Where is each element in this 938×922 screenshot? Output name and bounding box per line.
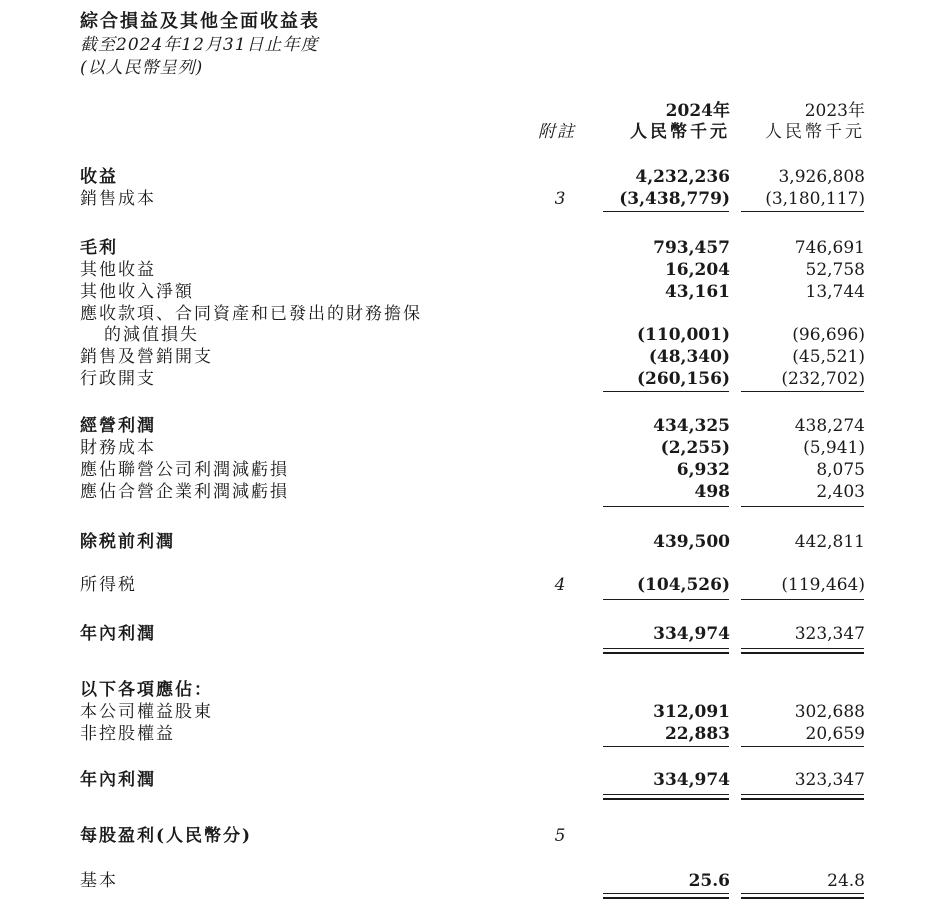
row-value-2023: 323,347 — [794, 770, 865, 790]
row-value-2023: 20,659 — [805, 724, 865, 744]
row-label: 其他收益 — [80, 260, 156, 280]
total-double-rule — [603, 798, 729, 800]
row-value-2023: 323,347 — [794, 624, 865, 644]
total-double-rule — [741, 652, 864, 654]
total-double-rule — [741, 798, 864, 800]
statement-title: 綜合損益及其他全面收益表 — [80, 11, 320, 32]
row-value-2024: 312,091 — [653, 702, 730, 722]
row-label: 其他收入淨額 — [80, 282, 194, 302]
subtotal-rule — [741, 211, 864, 212]
total-double-rule — [603, 648, 729, 649]
row-label: 本公司權益股東 — [80, 702, 213, 722]
subtotal-rule — [603, 391, 729, 392]
currency-note: (以人民幣呈列) — [80, 58, 204, 78]
subtotal-rule — [603, 746, 729, 747]
subtotal-rule — [741, 746, 864, 747]
row-label: 收益 — [80, 167, 118, 187]
row-value-2024: 22,883 — [664, 724, 730, 744]
row-value-2024: (260,156) — [637, 369, 730, 389]
subtotal-rule — [741, 391, 864, 392]
subtotal-rule — [603, 599, 729, 600]
row-label: 應收款項、合同資產和已發出的財務擔保 — [80, 304, 422, 324]
total-double-rule — [741, 794, 864, 795]
row-value-2024: 4,232,236 — [635, 167, 730, 187]
subtotal-rule — [741, 506, 864, 507]
column-unit-2024: 人民幣千元 — [630, 122, 730, 142]
row-value-2023: 442,811 — [794, 532, 865, 552]
row-label: 的減值損失 — [104, 325, 199, 345]
row-label: 以下各項應佔： — [80, 680, 213, 700]
row-label: 銷售成本 — [80, 189, 156, 209]
column-unit-2023: 人民幣千元 — [765, 122, 865, 142]
row-value-2023: 302,688 — [794, 702, 865, 722]
row-label: 行政開支 — [80, 369, 156, 389]
row-value-2023: 438,274 — [794, 416, 865, 436]
row-value-2024: (3,438,779) — [619, 189, 730, 209]
row-label: 應佔合營企業利潤減虧損 — [80, 482, 289, 502]
row-label: 除税前利潤 — [80, 532, 175, 552]
row-value-2024: 43,161 — [664, 282, 730, 302]
total-double-rule — [603, 794, 729, 795]
row-label: 銷售及營銷開支 — [80, 347, 213, 367]
row-note: 5 — [554, 826, 566, 846]
row-value-2023: (96,696) — [792, 325, 865, 345]
row-note: 4 — [554, 575, 566, 595]
row-value-2024: (2,255) — [660, 438, 730, 458]
row-value-2023: 13,744 — [805, 282, 865, 302]
row-value-2024: (110,001) — [637, 325, 730, 345]
row-value-2023: 746,691 — [794, 238, 865, 258]
total-double-rule — [603, 893, 729, 894]
total-double-rule — [603, 897, 729, 899]
row-value-2023: (3,180,117) — [765, 189, 865, 209]
row-label: 年內利潤 — [80, 770, 156, 790]
row-value-2024: 25.6 — [688, 871, 730, 891]
row-value-2024: 793,457 — [653, 238, 730, 258]
row-label: 毛利 — [80, 238, 118, 258]
statement-period: 截至2024年12月31日止年度 — [80, 35, 319, 55]
column-year-2024: 2024年 — [665, 101, 730, 121]
row-label: 所得税 — [80, 575, 137, 595]
row-label: 經營利潤 — [80, 416, 156, 436]
row-label: 基本 — [80, 871, 118, 891]
subtotal-rule — [741, 599, 864, 600]
row-label: 財務成本 — [80, 438, 156, 458]
row-value-2024: 439,500 — [653, 532, 730, 552]
row-value-2023: (232,702) — [781, 369, 865, 389]
row-value-2024: 16,204 — [664, 260, 730, 280]
row-label: 非控股權益 — [80, 724, 175, 744]
total-double-rule — [741, 648, 864, 649]
row-label: 年內利潤 — [80, 624, 156, 644]
row-value-2024: (48,340) — [648, 347, 730, 367]
total-double-rule — [741, 893, 864, 894]
total-double-rule — [741, 897, 864, 899]
row-value-2023: 2,403 — [816, 482, 865, 502]
row-value-2023: 8,075 — [816, 460, 865, 480]
row-value-2024: 434,325 — [653, 416, 730, 436]
row-value-2024: (104,526) — [637, 575, 730, 595]
row-value-2024: 498 — [694, 482, 730, 502]
column-year-2023: 2023年 — [804, 101, 865, 121]
subtotal-rule — [603, 506, 729, 507]
row-value-2023: 24.8 — [827, 871, 865, 891]
row-value-2024: 6,932 — [676, 460, 730, 480]
row-label: 應佔聯營公司利潤減虧損 — [80, 460, 289, 480]
row-value-2023: (5,941) — [803, 438, 865, 458]
row-value-2023: (45,521) — [792, 347, 865, 367]
row-note: 3 — [554, 189, 566, 209]
row-value-2023: 3,926,808 — [778, 167, 865, 187]
subtotal-rule — [603, 211, 729, 212]
row-value-2023: 52,758 — [805, 260, 865, 280]
row-value-2024: 334,974 — [653, 770, 730, 790]
row-value-2024: 334,974 — [653, 624, 730, 644]
row-label: 每股盈利(人民幣分) — [80, 826, 253, 846]
row-value-2023: (119,464) — [781, 575, 865, 595]
column-note-header: 附註 — [538, 122, 576, 142]
total-double-rule — [603, 652, 729, 654]
